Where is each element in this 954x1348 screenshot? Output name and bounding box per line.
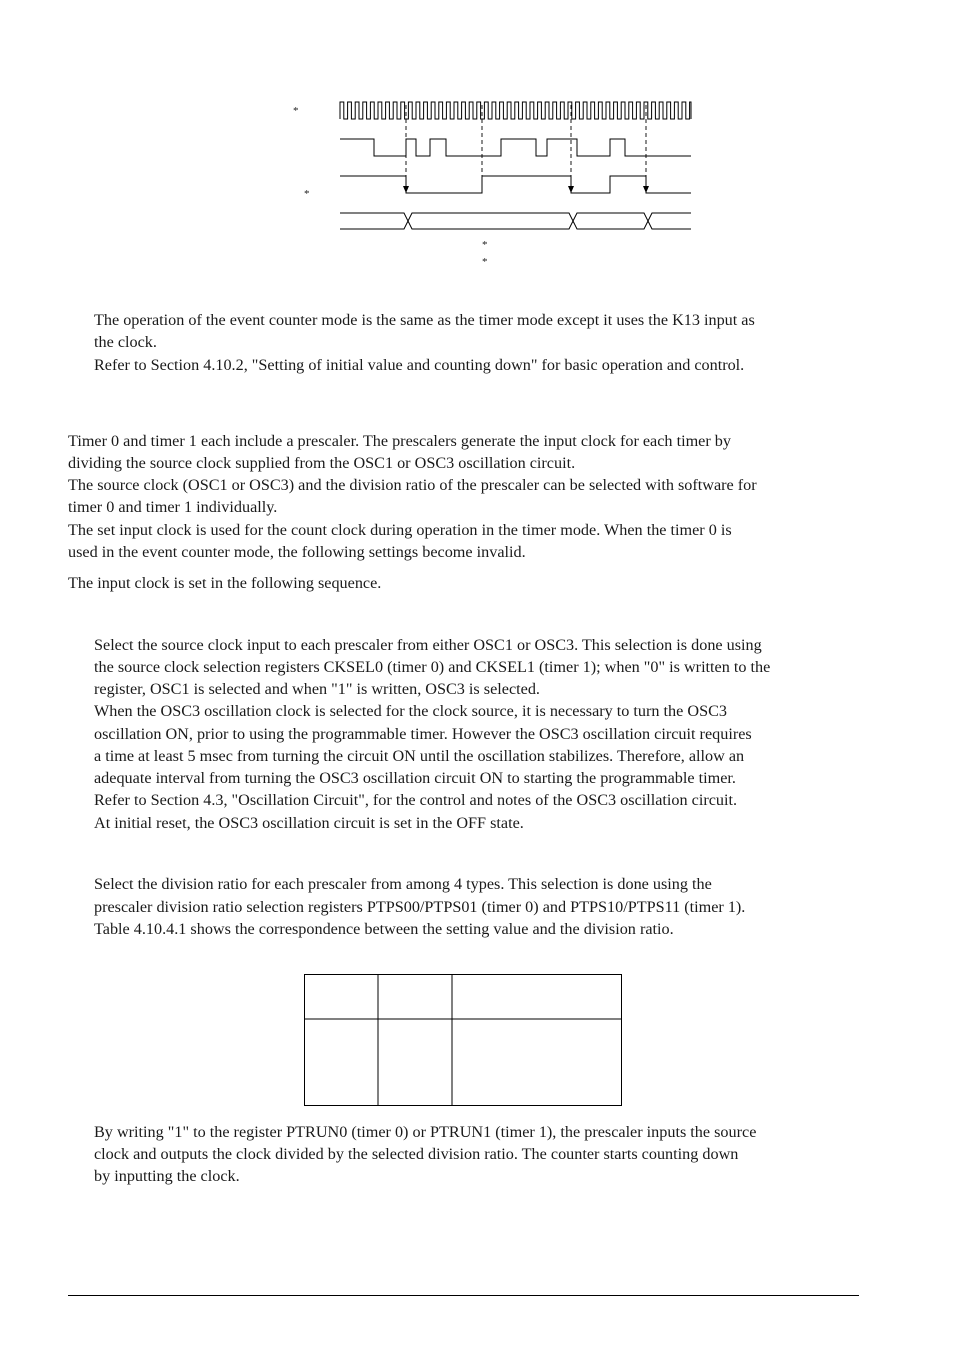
source-clock-line: When the OSC3 oscillation clock is selected for the clock source, it is necessary to turn the OSC3 [94, 702, 727, 720]
asterisk-mark: * [482, 256, 488, 268]
asterisk-mark: * [293, 105, 299, 117]
asterisk-mark: * [304, 188, 310, 200]
source-clock-line: a time at least 5 msec from turning the circuit ON until the oscillation stabilizes. Therefore, allow an [94, 747, 745, 765]
source-clock-line: Select the source clock input to each prescaler from either OSC1 or OSC3. This selection is done using [94, 636, 762, 654]
prescaler-intro-line: Timer 0 and timer 1 each include a prescaler. The prescalers generate the input clock for each timer by [68, 432, 731, 450]
timing-diagram [280, 90, 700, 270]
prescaler-intro-line: timer 0 and timer 1 individually. [68, 498, 278, 516]
prescaler-intro-line: The set input clock is used for the count clock during operation in the timer mode. When the timer 0 is [68, 521, 732, 539]
source-clock-line: oscillation ON, prior to using the programmable timer. However the OSC3 oscillation circuit requires [94, 725, 752, 743]
footer-rule [68, 1295, 859, 1296]
division-ratio-line: Table 4.10.4.1 shows the correspondence between the setting value and the division ratio. [94, 920, 674, 938]
prescaler-intro-line: The source clock (OSC1 or OSC3) and the division ratio of the prescaler can be selected with software for [68, 476, 757, 494]
event-counter-line: Refer to Section 4.10.2, "Setting of initial value and counting down" for basic operation and control. [94, 356, 745, 374]
asterisk-mark: * [482, 239, 488, 251]
timing-arrowheads [403, 186, 649, 193]
k13-input-waveform [340, 139, 691, 156]
start-prescaler-line: by inputting the clock. [94, 1167, 240, 1185]
source-clock-line: At initial reset, the OSC3 oscillation circuit is set in the OFF state. [94, 814, 524, 832]
prescaler-intro-line: dividing the source clock supplied from the OSC1 or OSC3 oscillation circuit. [68, 454, 576, 472]
event-counter-line: The operation of the event counter mode is the same as the timer mode except it uses the K13 input as [94, 311, 755, 329]
source-clock-line: register, OSC1 is selected and when "1" is written, OSC3 is selected. [94, 680, 540, 698]
clock-waveform [340, 102, 691, 119]
division-ratio-line: Select the division ratio for each prescaler from among 4 types. This selection is done using the [94, 875, 712, 893]
start-prescaler-line: clock and outputs the clock divided by the selected division ratio. The counter starts counting down [94, 1145, 739, 1163]
sequence-intro: The input clock is set in the following sequence. [68, 574, 382, 592]
prescaler-intro-line: used in the event counter mode, the following settings become invalid. [68, 543, 526, 561]
source-clock-line: the source clock selection registers CKSEL0 (timer 0) and CKSEL1 (timer 1); when "0" is written to the [94, 658, 771, 676]
counter-data-bus [340, 213, 691, 229]
source-clock-line: adequate interval from turning the OSC3 oscillation circuit ON to starting the programmable timer. [94, 769, 736, 787]
event-counter-line: the clock. [94, 333, 157, 351]
source-clock-line: Refer to Section 4.3, "Oscillation Circuit", for the control and notes of the OSC3 oscillation circuit. [94, 791, 738, 809]
division-ratio-table [304, 974, 622, 1106]
count-clock-waveform [340, 176, 691, 193]
division-ratio-line: prescaler division ratio selection registers PTPS00/PTPS01 (timer 0) and PTPS10/PTPS11 (timer 1). [94, 898, 746, 916]
start-prescaler-line: By writing "1" to the register PTRUN0 (timer 0) or PTRUN1 (timer 1), the prescaler inputs the source [94, 1123, 757, 1141]
